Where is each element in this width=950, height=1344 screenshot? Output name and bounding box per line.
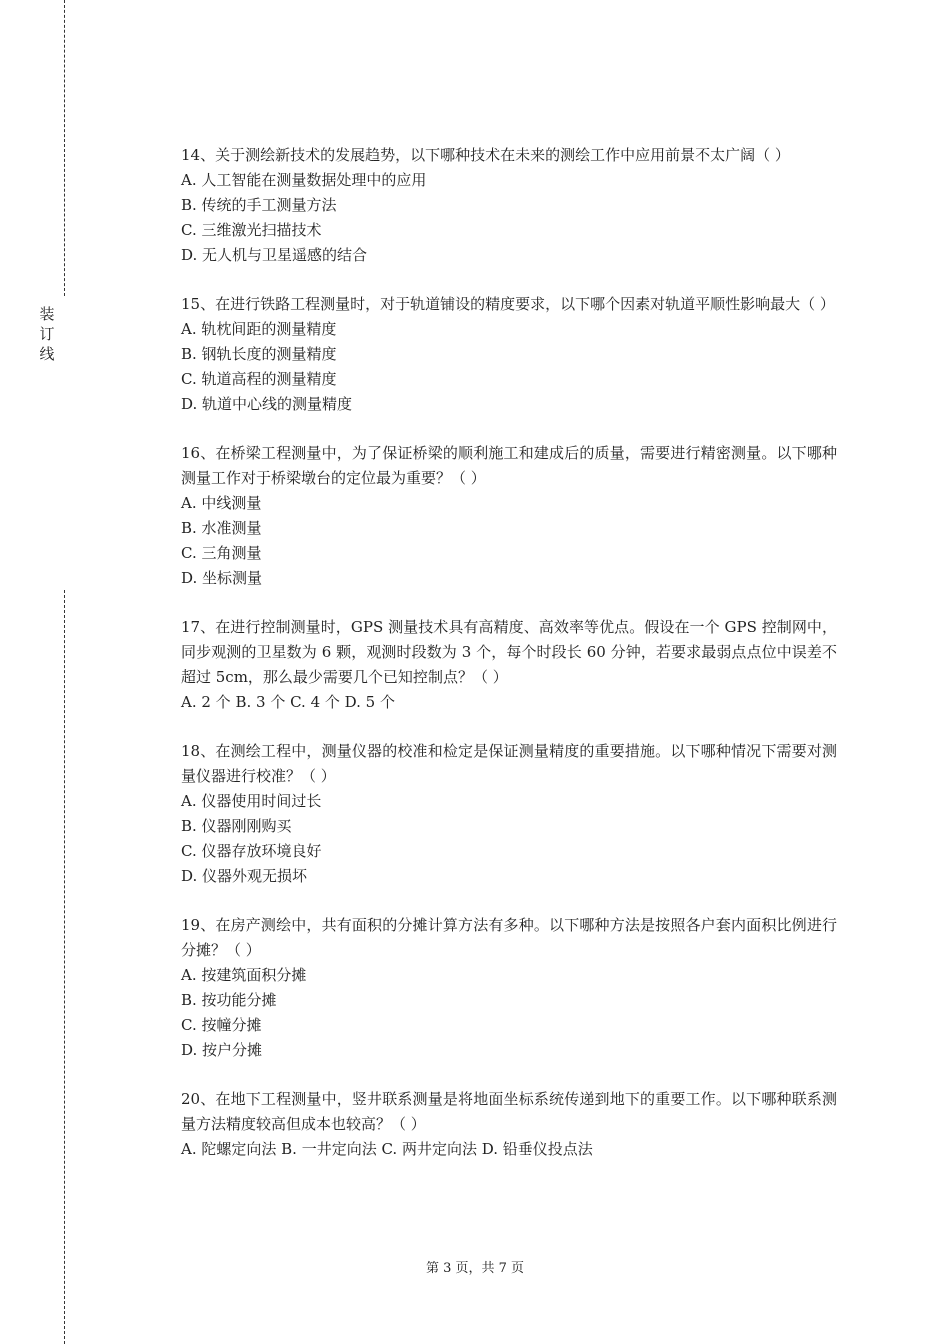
- options-inline: A. 2 个 B. 3 个 C. 4 个 D. 5 个: [181, 693, 395, 711]
- option-c: C. 三角测量: [181, 544, 262, 562]
- option-d: D. 坐标测量: [181, 569, 263, 587]
- question-list: [181, 143, 837, 1186]
- question-stem: 17、在进行控制测量时，GPS 测量技术具有高精度、高效率等优点。假设在一个 GPS 控制网中，同步观测的卫星数为 6 颗，观测时段数为 3 个，每个时段长 60 分钟，若要求最弱点点位中误差不超过 5cm，那么最少需要几个已知控制点？（ ）: [181, 618, 837, 686]
- question-15: [181, 292, 837, 417]
- question-17: [181, 615, 837, 715]
- options-inline: A. 陀螺定向法 B. 一井定向法 C. 两井定向法 D. 铅垂仪投点法: [181, 1140, 593, 1158]
- question-stem: 14、关于测绘新技术的发展趋势，以下哪种技术在未来的测绘工作中应用前景不太广阔（ ）: [181, 146, 790, 164]
- binding-label-char: 线: [39, 345, 55, 363]
- question-stem: 18、在测绘工程中，测量仪器的校准和检定是保证测量精度的重要措施。以下哪种情况下需要对测量仪器进行校准？（ ）: [181, 742, 837, 785]
- option-b: B. 传统的手工测量方法: [181, 196, 337, 214]
- option-b: B. 按功能分摊: [181, 991, 277, 1009]
- question-14: [181, 143, 837, 268]
- question-18: [181, 739, 837, 889]
- option-c: C. 轨道高程的测量精度: [181, 370, 337, 388]
- binding-label-char: 装: [39, 305, 55, 323]
- page-number-footer: 第 3 页，共 7 页: [425, 1261, 525, 1276]
- option-b: B. 仪器刚刚购买: [181, 817, 292, 835]
- question-19: [181, 913, 837, 1063]
- binding-dashed-line-bottom: [64, 590, 65, 1344]
- binding-label: [38, 304, 56, 364]
- question-20: [181, 1087, 837, 1162]
- question-stem: 19、在房产测绘中，共有面积的分摊计算方法有多种。以下哪种方法是按照各户套内面积比例进行分摊？（ ）: [181, 916, 837, 959]
- question-stem: 16、在桥梁工程测量中，为了保证桥梁的顺利施工和建成后的质量，需要进行精密测量。以下哪种测量工作对于桥梁墩台的定位最为重要？（ ）: [181, 444, 837, 487]
- question-16: [181, 441, 837, 591]
- option-c: C. 按幢分摊: [181, 1016, 262, 1034]
- binding-dashed-line-top: [64, 0, 65, 296]
- binding-label-char: 订: [39, 325, 55, 343]
- option-a: A. 仪器使用时间过长: [181, 792, 322, 810]
- option-c: C. 三维激光扫描技术: [181, 221, 322, 239]
- option-d: D. 无人机与卫星遥感的结合: [181, 246, 368, 264]
- option-d: D. 按户分摊: [181, 1041, 263, 1059]
- question-stem: 20、在地下工程测量中，竖井联系测量是将地面坐标系统传递到地下的重要工作。以下哪种联系测量方法精度较高但成本也较高？（ ）: [181, 1090, 837, 1133]
- option-b: B. 钢轨长度的测量精度: [181, 345, 337, 363]
- question-stem: 15、在进行铁路工程测量时，对于轨道铺设的精度要求，以下哪个因素对轨道平顺性影响最大（ ）: [181, 295, 835, 313]
- option-a: A. 人工智能在测量数据处理中的应用: [181, 171, 427, 189]
- option-a: A. 中线测量: [181, 494, 262, 512]
- option-b: B. 水准测量: [181, 519, 262, 537]
- option-a: A. 轨枕间距的测量精度: [181, 320, 337, 338]
- option-d: D. 仪器外观无损坏: [181, 867, 308, 885]
- option-a: A. 按建筑面积分摊: [181, 966, 307, 984]
- option-d: D. 轨道中心线的测量精度: [181, 395, 353, 413]
- option-c: C. 仪器存放环境良好: [181, 842, 322, 860]
